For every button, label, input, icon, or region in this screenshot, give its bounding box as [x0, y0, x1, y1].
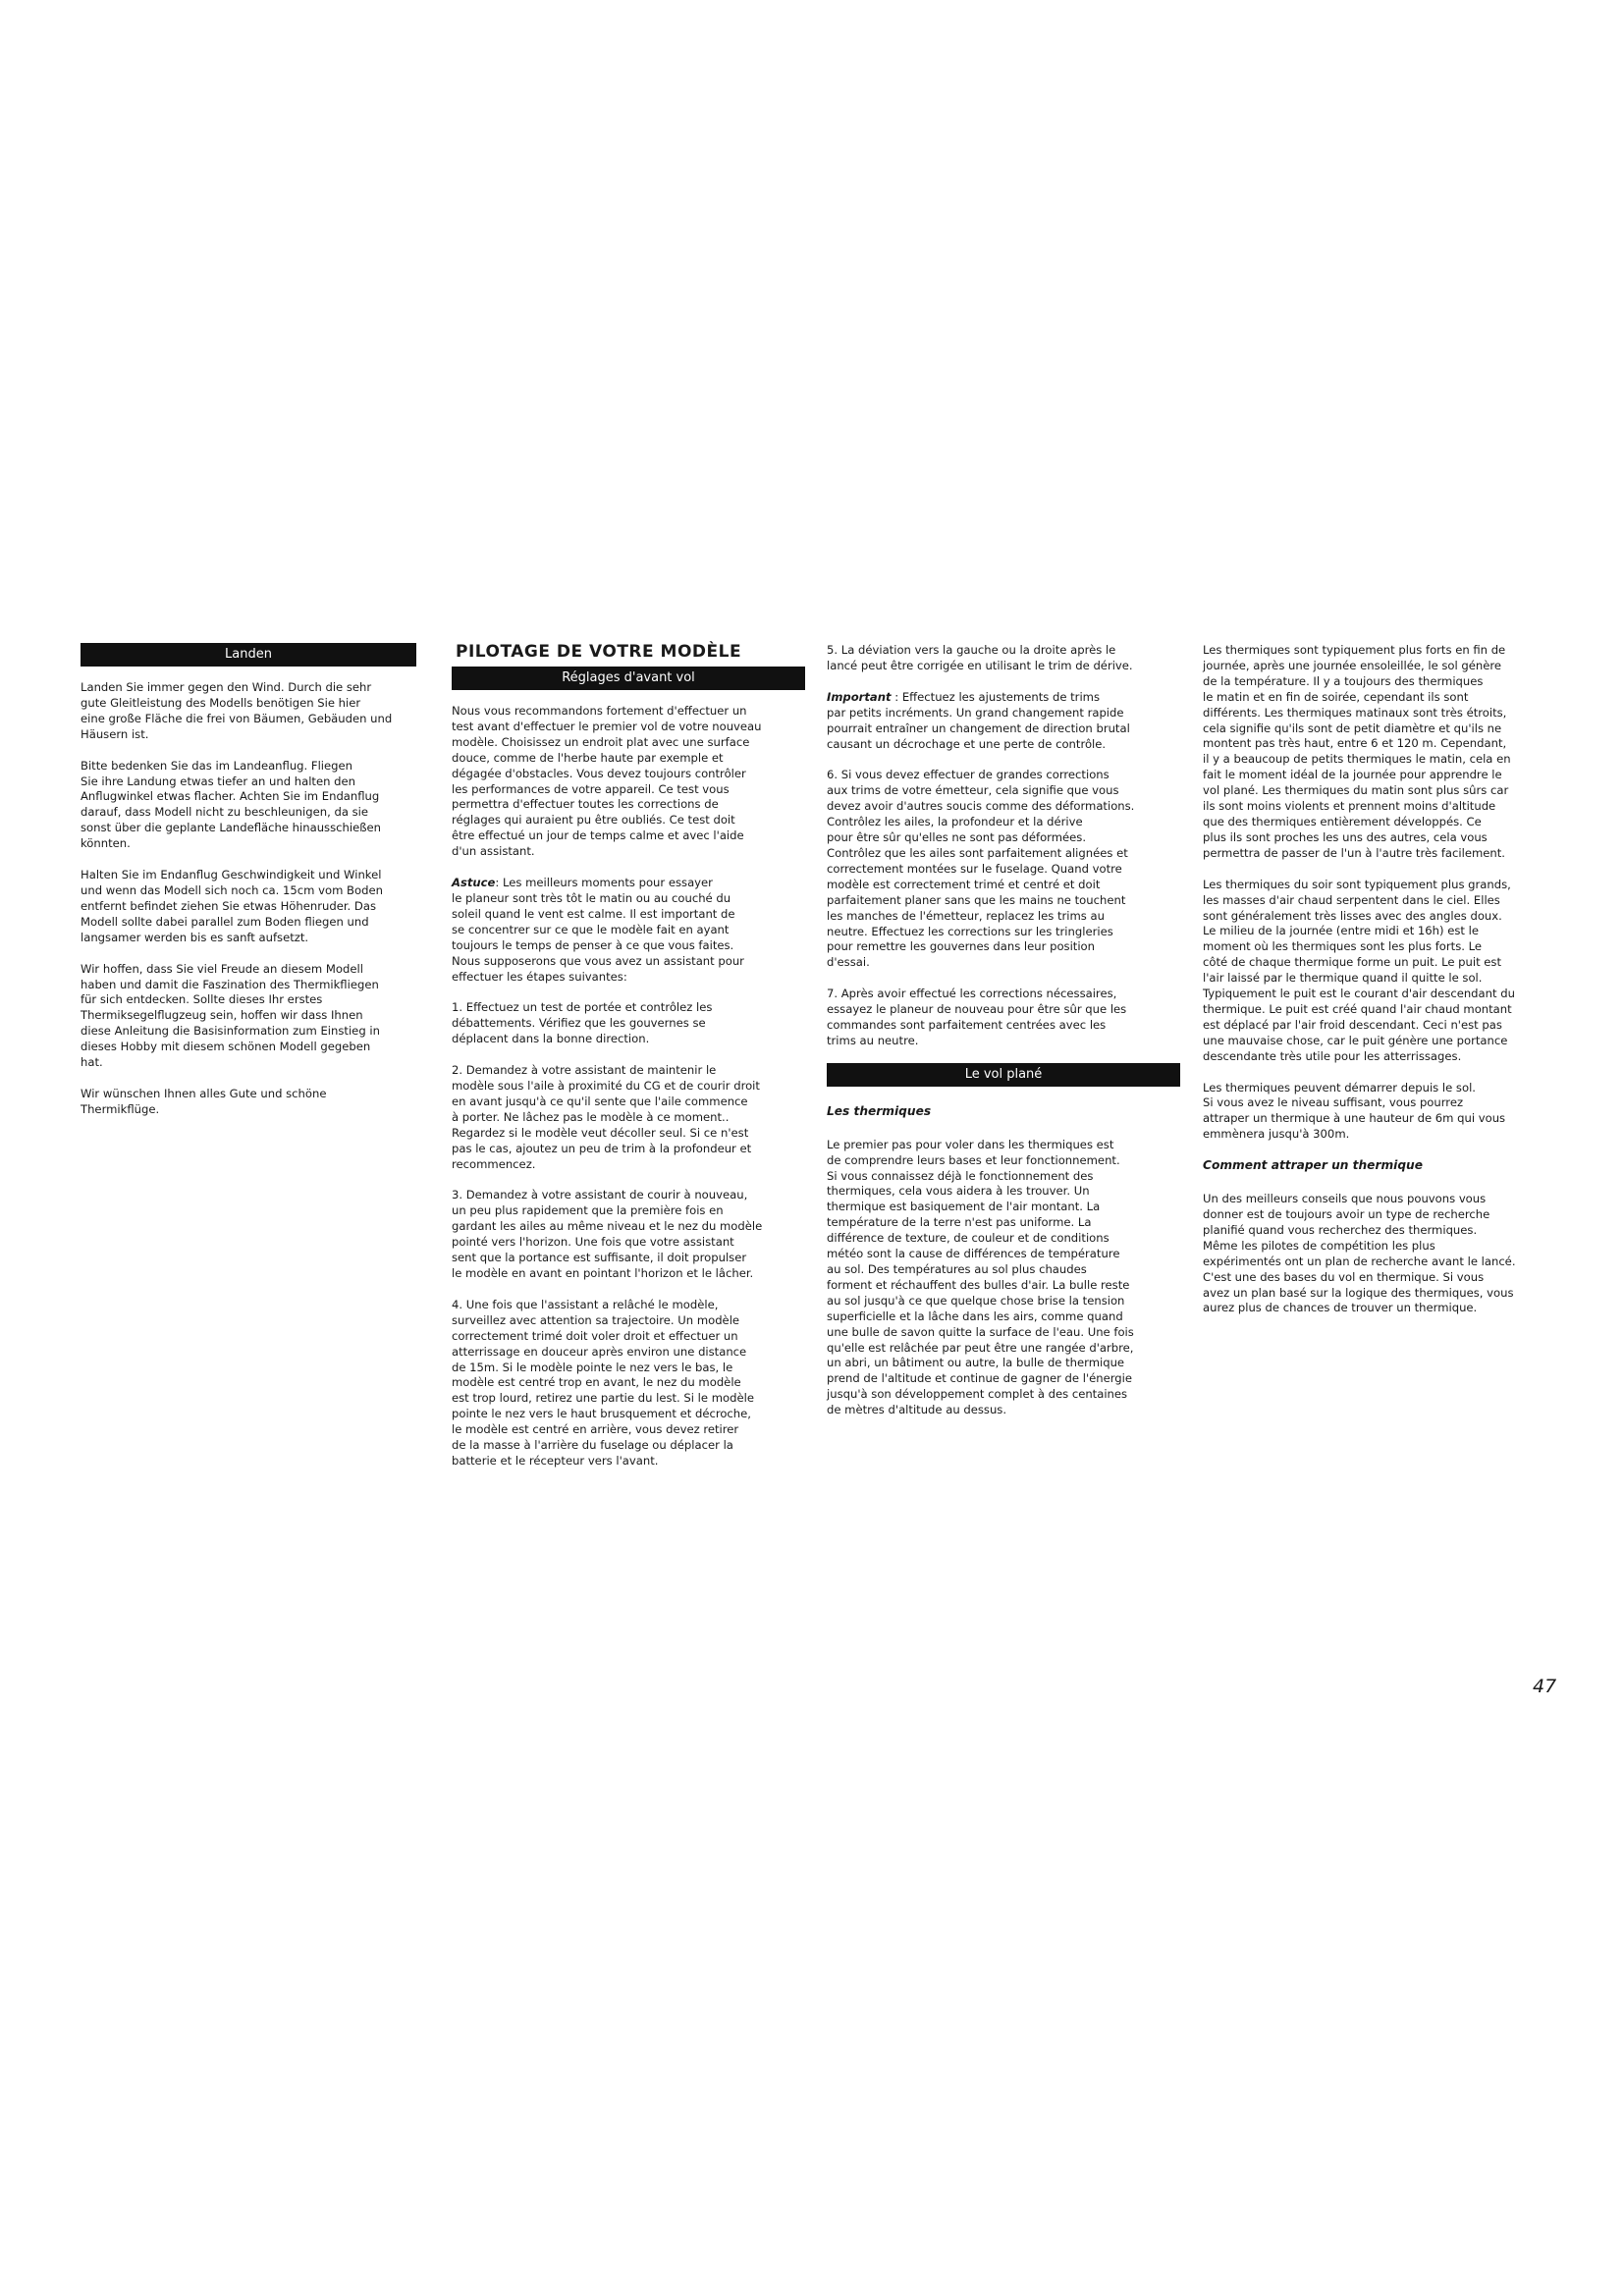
paragraph: Bitte bedenken Sie das im Landeanflug. Fliegen Sie ihre Landung etwas tiefer an und halten den Anflugwinkel etwas flacher. Achten Sie im Endanflug darauf, dass Modell nicht zu beschleunigen, da sie sonst über die geplante Landefläche hinausschießen könnten.	[81, 758, 381, 851]
paragraph: Les thermiques du soir sont typiquement plus grands, les masses d'air chaud serpentent dans le ciel. Elles sont généralement très lisses avec des angles doux. Le milieu de la journée (entre midi et 16h) est le moment où les thermiques sont les plus forts. Le côté de chaque thermique forme un puit. Le puit est l'air laissé par le thermique quand il quitte le sol. Typiquement le puit est le courant d'air descendant du thermique. Le puit est créé quand l'air chaud montant est déplacé par l'air froid descendant. Ceci n'est pas une mauvaise chose, car le puit génère une portance descendante très utile pour les atterrissages.	[1203, 877, 1515, 1063]
paragraph: Wir wünschen Ihnen alles Gute und schöne Thermikflüge.	[81, 1086, 327, 1116]
step-2: 2. Demandez à votre assistant de maintenir le modèle sous l'aile à proximité du CG et de courir droit en avant jusqu'à ce qu'il sente que l'aile commence à porter. Ne lâchez pas le modèle à ce moment.. Regardez si le modèle veut décoller seul. Si ce n'est pas le cas, ajoutez un peu de trim à la profondeur et recommencez.	[452, 1063, 760, 1171]
tip-label: Astuce	[452, 876, 496, 890]
column-4	[1203, 643, 1556, 1332]
paragraph: Wir hoffen, dass Sie viel Freude an diesem Modell haben und damit die Faszination des Thermikfliegen für sich entdecken. Sollte dieses Ihr erstes Thermiksegelflugzeug sein, hoffen wir dass Ihnen diese Anleitung die Basisinformation zum Einstieg in dieses Hobby mit diesem schönen Modell gegeben hat.	[81, 961, 380, 1070]
step-1: 1. Effectuez un test de portée et contrôlez les débattements. Vérifiez que les gouvernes se déplacent dans la bonne direction.	[452, 1000, 713, 1046]
important-text: : Effectuez les ajustements de trims par petits incréments. Un grand changement rapide pourrait entraîner un changement de direction brutal causant un décrochage et une perte de contrôle.	[827, 689, 1130, 751]
page-number: 47	[1533, 1676, 1557, 1697]
column-3	[827, 643, 1180, 1434]
step-7: 7. Après avoir effectué les corrections nécessaires, essayez le planeur de nouveau pour être sûr que les commandes sont parfaitement centrées avec les trims au neutre.	[827, 987, 1127, 1047]
step-6: 6. Si vous devez effectuer de grandes corrections aux trims de votre émetteur, cela signifie que vous devez avoir d'autres soucis comme des déformations. Contrôlez les ailes, la profondeur et la dérive pour être sûr qu'elles ne sont pas déformées. Contrôlez que les ailes sont parfaitement alignées et correctement montées sur le fuselage. Quand votre modèle est correctement trimé et centré et doit parfaitement planer sans que les mains ne touchent les manches de l'émetteur, replacez les trims au neutre. Effectuez les corrections sur les tringleries pour remettre les gouvernes dans leur position d'essai.	[827, 768, 1135, 970]
paragraph: Landen Sie immer gegen den Wind. Durch die sehr gute Gleitleistung des Modells benötigen Sie hier eine große Fläche die frei von Bäumen, Gebäuden und Häusern ist.	[81, 680, 393, 741]
subheading-thermiques: Les thermiques	[827, 1103, 932, 1118]
section-header-reglages: Réglages d'avant vol	[452, 667, 805, 690]
column-2	[452, 643, 805, 1485]
page-title: PILOTAGE DE VOTRE MODÈLE	[456, 642, 742, 662]
step-4: 4. Une fois que l'assistant a relâché le modèle, surveillez avec attention sa trajectoire. Un modèle correctement trimé doit voler droit et effectuer un atterrissage en douceur après environ une distance de 15m. Si le modèle pointe le nez vers le bas, le modèle est centré trop en avant, le nez du modèle est trop lourd, retirez une partie du lest. Si le modèle pointe le nez vers le haut brusquement et décroche, le modèle est centré en arrière, vous devez retirer de la masse à l'arrière du fuselage ou déplacer la batterie et le récepteur vers l'avant.	[452, 1297, 754, 1468]
paragraph: Les thermiques sont typiquement plus forts en fin de journée, après une journée ensoleillée, le sol génère de la température. Il y a toujours des thermiques le matin et en fin de soirée, cependant ils sont différents. Les thermiques matinaux sont très étroits, cela signifie qu'ils sont de petit diamètre et qu'ils ne montent pas très haut, entre 6 et 120 m. Cependant, il y a beaucoup de petits thermiques le matin, cela en fait le moment idéal de la journée pour apprendre le vol plané. Les thermiques du matin sont plus sûrs car ils sont moins violents et prennent moins d'altitude que des thermiques entièrement développés. Ce plus ils sont proches les uns des autres, cela vous permettra de passer de l'un à l'autre très facilement.	[1203, 643, 1511, 860]
paragraph: Halten Sie im Endanflug Geschwindigkeit und Winkel und wenn das Modell sich noch ca. 15cm vom Boden entfernt befindet ziehen Sie etwas Höhenruder. Das Modell sollte dabei parallel zum Boden fliegen und langsamer werden bis es sanft aufsetzt.	[81, 868, 383, 944]
tip-paragraph	[452, 876, 805, 985]
intro-paragraph: Nous vous recommandons fortement d'effectuer un test avant d'effectuer le premier vol de votre nouveau modèle. Choisissez un endroit plat avec une surface douce, comme de l'herbe haute par exemple et dégagée d'obstacles. Vous devez toujours contrôler les performances de votre appareil. Ce test vous permettra d'effectuer toutes les corrections de réglages qui auraient pu être oubliés. Ce test doit être effectué un jour de temps calme et avec l'aide d'un assistant.	[452, 704, 762, 859]
section-header-landen: Landen	[81, 643, 416, 667]
important-paragraph	[827, 690, 1180, 753]
paragraph: Les thermiques peuvent démarrer depuis le sol. Si vous avez le niveau suffisant, vous pourrez attraper un thermique à une hauteur de 6m qui vous emmènera jusqu'à 300m.	[1203, 1080, 1506, 1142]
section-header-vol-plane: Le vol plané	[827, 1063, 1180, 1087]
paragraph: Un des meilleurs conseils que nous pouvons vous donner est de toujours avoir un type de recherche planifié quand vous recherchez des thermiques. Même les pilotes de compétition les plus expérimentés ont un plan de recherche avant le lancé. C'est une des bases du vol en thermique. Si vous avez un plan basé sur la logique des thermiques, vous aurez plus de chances de trouver un thermique.	[1203, 1192, 1516, 1315]
subheading-attraper: Comment attraper un thermique	[1203, 1158, 1423, 1173]
important-label: Important	[827, 689, 892, 704]
tip-text: : Les meilleurs moments pour essayer le planeur sont très tôt le matin ou au couché du soleil quand le vent est calme. Il est important de se concentrer sur ce que le modèle fait en ayant toujours le temps de penser à ce que vous faites. Nous supposerons que vous avez un assistant pour effectuer les étapes suivantes:	[452, 876, 744, 984]
step-5: 5. La déviation vers la gauche ou la droite après le lancé peut être corrigée en utilisant le trim de dérive.	[827, 643, 1133, 672]
step-3: 3. Demandez à votre assistant de courir à nouveau, un peu plus rapidement que la première fois en gardant les ailes au même niveau et le nez du modèle pointé vers l'horizon. Une fois que votre assistant sent que la portance est suffisante, il doit propulser le modèle en avant en pointant l'horizon et le lâcher.	[452, 1188, 763, 1280]
paragraph: Le premier pas pour voler dans les thermiques est de comprendre leurs bases et leur fonctionnement. Si vous connaissez déjà le fonctionnement des thermiques, cela vous aidera à les trouver. Un thermique est basiquement de l'air montant. La température de la terre n'est pas uniforme. La différence de texture, de couleur et de conditions météo sont la cause de différences de température au sol. Des températures au sol plus chaudes forment et réchauffent des bulles d'air. La bulle reste au sol jusqu'à ce que quelque chose brise la tension superficielle et la lâche dans les airs, comme quand une bulle de savon quitte la surface de l'eau. Une fois qu'elle est relâchée par peut être une rangée d'arbre, un abri, un bâtiment ou autre, la bulle de thermique prend de l'altitude et continue de gagner de l'énergie jusqu'à son développement complet à des centaines de mètres d'altitude au dessus.	[827, 1137, 1134, 1417]
column-1	[81, 643, 416, 1134]
